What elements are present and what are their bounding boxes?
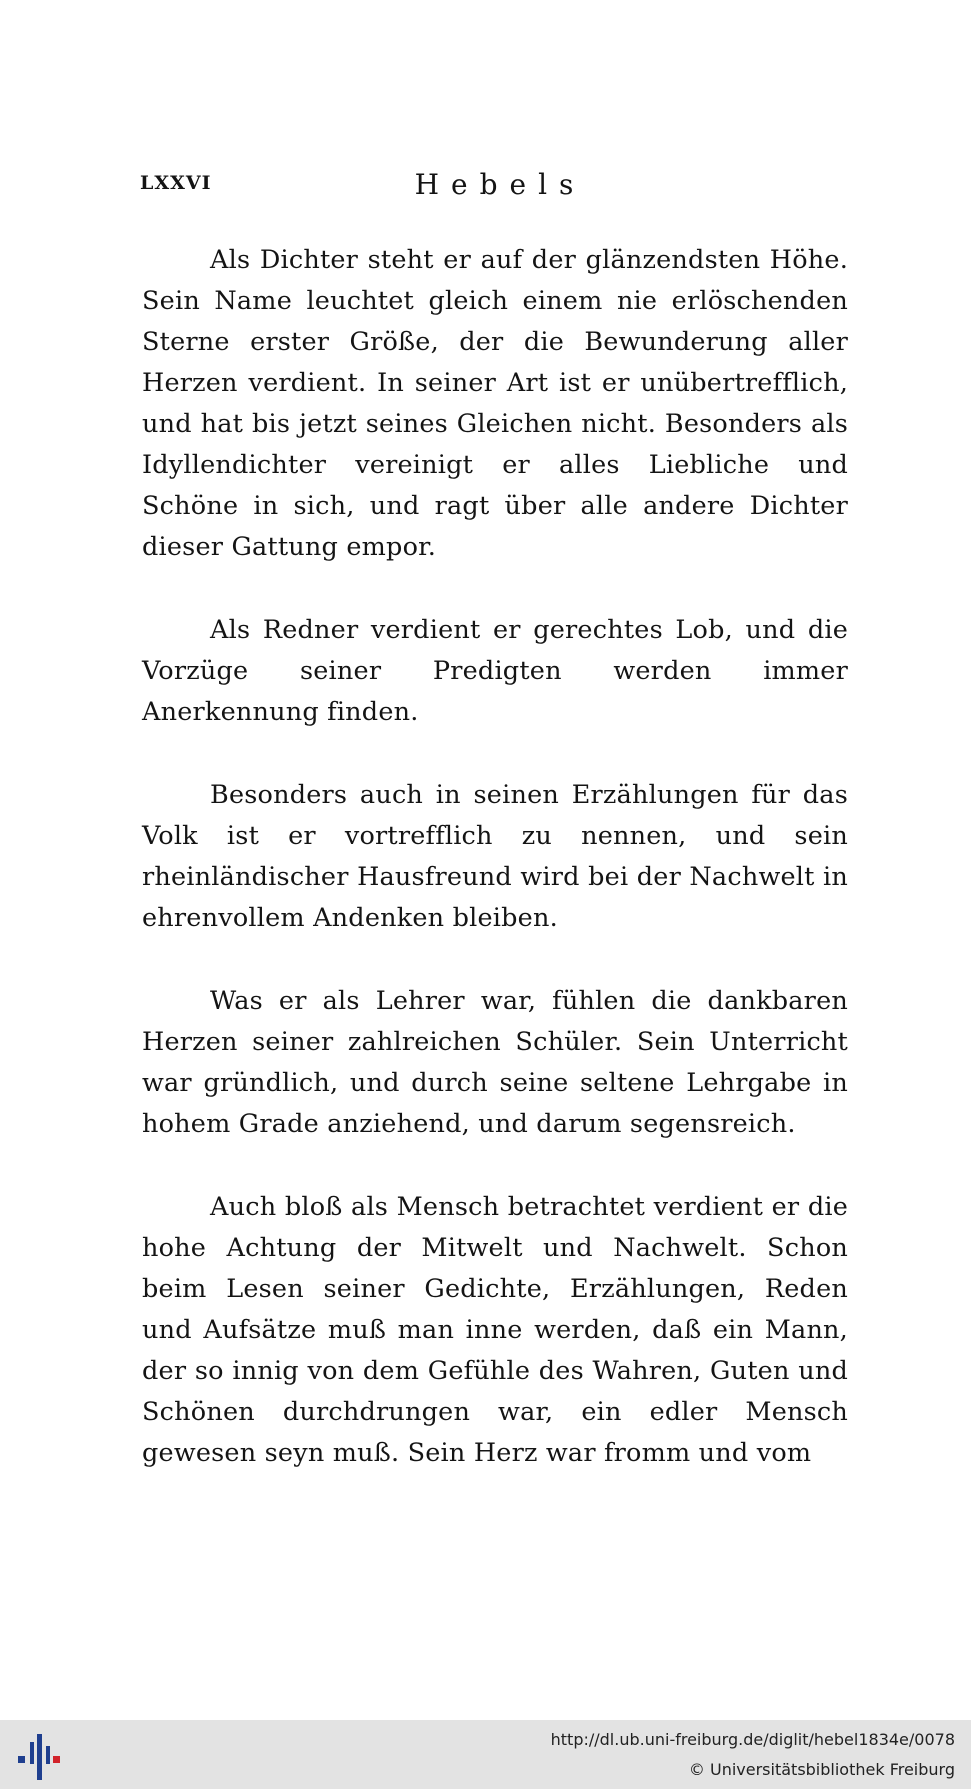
page-header (140, 168, 860, 208)
paragraph-poet: Als Dichter steht er auf der glänzendsten Höhe. Sein Name leuchtet gleich einem nie erlöschenden Sterne erster Größe, der die Bewunderung aller Herzen verdient. In seiner Art ist er unübertrefflich, und hat bis jetzt seines Gleichen nicht. Besonders als Idyllendichter vereinigt er alles Liebliche und Schöne in sich, und ragt über alle andere Dichter dieser Gattung empor. (142, 245, 848, 562)
paragraph-teacher: Was er als Lehrer war, fühlen die dankbaren Herzen seiner zahlreichen Schüler. Sein Unterricht war gründlich, und durch seine seltene Lehrgabe in hohem Grade anziehend, und darum segensreich. (142, 986, 848, 1139)
logo-square-left (18, 1756, 25, 1763)
paragraph-orator: Als Redner verdient er gerechtes Lob, und die Vorzüge seiner Predigten werden immer Anerkennung finden. (142, 615, 848, 727)
logo-bar-3 (46, 1746, 50, 1764)
page-number: LXXVI (140, 172, 212, 194)
paragraph-person: Auch bloß als Mensch betrachtet verdient er die hohe Achtung der Mitwelt und Nachwelt. Schon beim Lesen seiner Gedichte, Erzählungen, Reden und Aufsätze muß man inne werden, daß ein Mann, der so innig von dem Gefühle des Wahren, Guten und Schönen durchdrungen war, ein edler Mensch gewesen seyn muß. Sein Herz war fromm und vom (142, 1192, 848, 1468)
running-title: Hebels (414, 168, 586, 201)
logo-bar-1 (30, 1742, 34, 1764)
viewer-footer (0, 1720, 971, 1789)
paragraph-stories: Besonders auch in seinen Erzählungen für das Volk ist er vortrefflich zu nennen, und sein rheinländischer Hausfreund wird bei der Nachwelt in ehrenvollem Andenken bleiben. (142, 780, 848, 933)
permalink-link[interactable]: http://dl.ub.uni-freiburg.de/diglit/hebel1834e/0078 (550, 1730, 955, 1749)
logo-bar-2 (37, 1734, 42, 1780)
body-text (142, 240, 848, 1516)
ub-freiburg-logo-icon (16, 1732, 64, 1782)
logo-svg (16, 1732, 64, 1782)
logo-square-right (53, 1756, 60, 1763)
copyright-notice: © Universitätsbibliothek Freiburg (688, 1760, 955, 1779)
